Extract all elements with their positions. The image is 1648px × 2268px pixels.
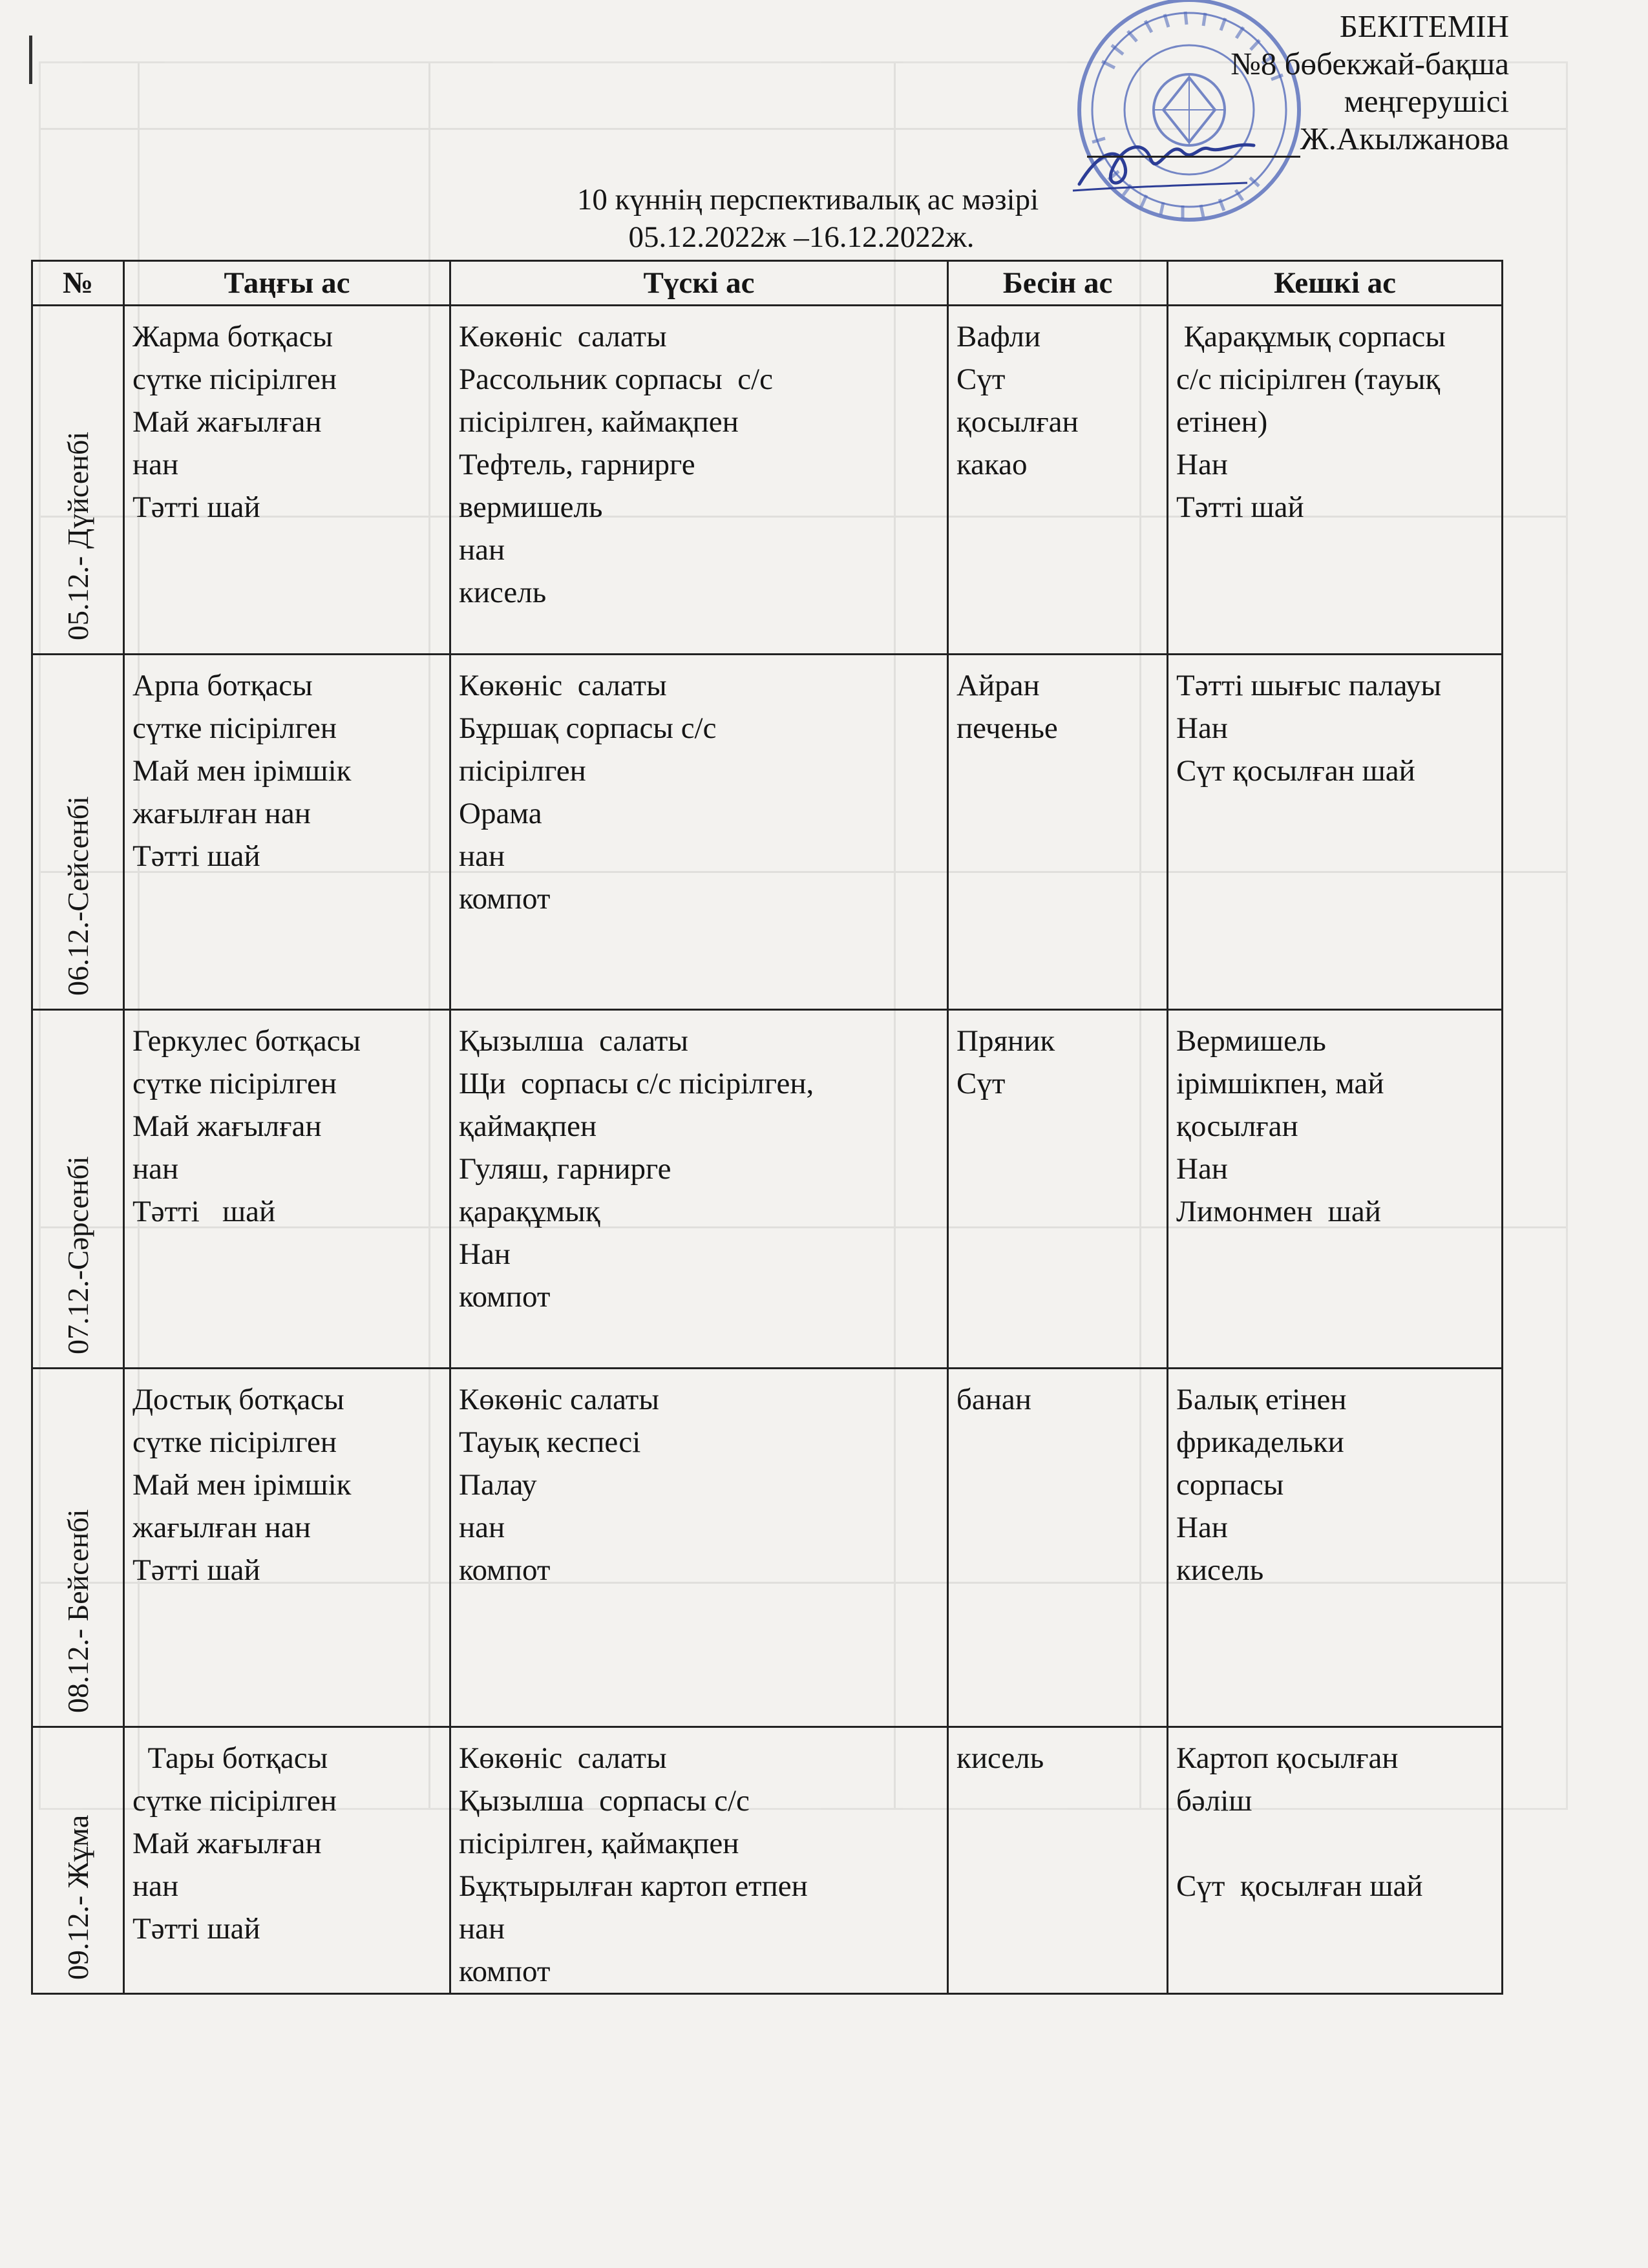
breakfast-item: Жарма ботқасы — [132, 320, 333, 353]
lunch-cell — [450, 306, 948, 655]
day-cell — [32, 1369, 124, 1727]
dinner-item: қосылған — [1176, 1109, 1298, 1143]
breakfast-item: Геркулес ботқасы — [132, 1024, 361, 1058]
dinner-item — [1176, 1822, 1495, 1865]
menu-title-block — [452, 181, 1163, 256]
snack-item: Вафли — [956, 320, 1041, 353]
lunch-item: Гуляш, гарнирге — [459, 1152, 671, 1186]
day-label: 08.12.- Бейсенбі — [61, 1509, 94, 1713]
lunch-item: Қызылша салаты — [459, 1024, 689, 1058]
breakfast-item: сүтке пісірілген — [132, 711, 337, 745]
snack-cell — [948, 1369, 1168, 1727]
approval-signatory — [1057, 120, 1509, 158]
dinner-item: фрикадельки — [1176, 1425, 1344, 1459]
lunch-item: Көкөніс салаты — [459, 1741, 667, 1775]
lunch-item: Щи сорпасы с/с пісірілген, — [459, 1067, 814, 1100]
dinner-cell — [1168, 655, 1503, 1010]
dinner-item: с/с пісірілген (тауық — [1176, 362, 1441, 396]
approval-kindergarten: №8 бөбекжай-бақша — [1231, 46, 1509, 81]
lunch-item: кисель — [459, 576, 547, 609]
header-breakfast: Таңғы ас — [124, 261, 450, 306]
breakfast-item: Май мен ірімшік — [132, 1468, 352, 1502]
table-row — [32, 306, 1503, 655]
lunch-cell — [450, 655, 948, 1010]
day-cell — [32, 306, 124, 655]
margin-mark — [29, 36, 32, 84]
header-snack: Бесін ас — [948, 261, 1168, 306]
breakfast-item: Тәтті шай — [132, 1195, 276, 1228]
day-label: 05.12.- Дүйсенбі — [61, 431, 94, 640]
lunch-item: пісірілген — [459, 754, 586, 788]
dinner-item: Нан — [1176, 448, 1228, 481]
snack-item: Сүт — [956, 362, 1006, 396]
lunch-item: нан — [459, 1912, 505, 1946]
lunch-item: Нан — [459, 1237, 511, 1271]
dinner-item: Балық етінен — [1176, 1383, 1347, 1416]
dinner-cell — [1168, 306, 1503, 655]
snack-item: Пряник — [956, 1024, 1055, 1058]
day-cell — [32, 655, 124, 1010]
lunch-item: компот — [459, 882, 551, 916]
day-cell — [32, 1010, 124, 1369]
lunch-item: нан — [459, 839, 505, 873]
breakfast-item: нан — [132, 448, 179, 481]
lunch-item: Көкөніс салаты — [459, 320, 667, 353]
lunch-item: Палау — [459, 1468, 537, 1502]
snack-item: банан — [956, 1383, 1031, 1416]
day-label: 07.12.-Сәрсенбі — [61, 1156, 94, 1354]
dinner-item: Қарақұмық сорпасы — [1176, 320, 1446, 353]
approval-block — [1057, 8, 1509, 158]
breakfast-item: сүтке пісірілген — [132, 1067, 337, 1100]
dinner-item: ірімшікпен, май — [1176, 1067, 1384, 1100]
header-lunch: Түскі ас — [450, 261, 948, 306]
day-label: 09.12.- Жұма — [61, 1814, 94, 1980]
dinner-item: бәліш — [1176, 1784, 1252, 1818]
dinner-item: сорпасы — [1176, 1468, 1284, 1502]
menu-title: 10 күннің перспективалық ас мәзірі — [576, 183, 1039, 216]
breakfast-item: Тәтті шай — [132, 1553, 260, 1587]
lunch-item: Көкөніс салаты — [459, 1383, 659, 1416]
dinner-item: етінен) — [1176, 405, 1268, 439]
lunch-item: қарақұмық — [459, 1195, 600, 1228]
breakfast-cell — [124, 1369, 450, 1727]
breakfast-item: сүтке пісірілген — [132, 362, 337, 396]
breakfast-item: Тары ботқасы — [132, 1741, 328, 1775]
lunch-item: қаймақпен — [459, 1109, 597, 1143]
breakfast-item: Тәтті шай — [132, 490, 260, 524]
day-cell — [32, 1727, 124, 1994]
lunch-item: компот — [459, 1955, 551, 1988]
lunch-item: Бұқтырылған картоп етпен — [459, 1869, 808, 1903]
approval-name: Ж.Акылжанова — [1300, 121, 1509, 156]
breakfast-item: жағылған нан — [132, 1511, 311, 1544]
menu-table — [31, 260, 1503, 1995]
lunch-cell — [450, 1727, 948, 1994]
lunch-item: Қызылша сорпасы с/с — [459, 1784, 750, 1818]
lunch-item: нан — [459, 1511, 505, 1544]
lunch-item: компот — [459, 1553, 551, 1587]
lunch-item: Бұршақ сорпасы с/с — [459, 711, 717, 745]
breakfast-item: жағылған нан — [132, 797, 311, 830]
breakfast-cell — [124, 1727, 450, 1994]
dinner-cell — [1168, 1010, 1503, 1369]
snack-item: печенье — [956, 711, 1058, 745]
breakfast-item: нан — [132, 1869, 179, 1903]
snack-cell — [948, 1727, 1168, 1994]
lunch-item: пісірілген, каймақпен — [459, 405, 739, 439]
table-header-row — [32, 261, 1503, 306]
table-row — [32, 1727, 1503, 1994]
breakfast-item: Тәтті шай — [132, 1912, 260, 1946]
lunch-item: вермишель — [459, 490, 603, 524]
lunch-item: Тауық кеспесі — [459, 1425, 641, 1459]
table-row — [32, 655, 1503, 1010]
breakfast-item: нан — [132, 1152, 179, 1186]
snack-item: какао — [956, 448, 1028, 481]
day-label: 06.12.-Сейсенбі — [61, 796, 94, 996]
lunch-item: Орама — [459, 797, 542, 830]
breakfast-item: сүтке пісірілген — [132, 1784, 337, 1818]
breakfast-item: Май жағылған — [132, 405, 322, 439]
approval-title: БЕКІТЕМІН — [1339, 8, 1509, 44]
snack-cell — [948, 306, 1168, 655]
signature-line — [1087, 130, 1300, 158]
breakfast-item: Арпа ботқасы — [132, 669, 313, 702]
lunch-item: пісірілген, қаймақпен — [459, 1827, 739, 1860]
breakfast-item: Тәтті шай — [132, 839, 260, 873]
dinner-item: Тәтті шығыс палауы — [1176, 669, 1442, 702]
snack-item: қосылған — [956, 405, 1079, 439]
dinner-item: Нан — [1176, 1511, 1228, 1544]
lunch-item: Тефтель, гарнирге — [459, 448, 695, 481]
dinner-cell — [1168, 1727, 1503, 1994]
lunch-item: Көкөніс салаты — [459, 669, 667, 702]
dinner-item: кисель — [1176, 1553, 1264, 1587]
dinner-item: Лимонмен шай — [1176, 1195, 1381, 1228]
lunch-item: Рассольник сорпасы с/с — [459, 362, 773, 396]
snack-item: Айран — [956, 669, 1040, 702]
approval-position: меңгерушісі — [1344, 83, 1509, 119]
snack-cell — [948, 655, 1168, 1010]
lunch-item: компот — [459, 1280, 551, 1314]
dinner-item: Сүт қосылған шай — [1176, 1869, 1423, 1903]
breakfast-cell — [124, 655, 450, 1010]
breakfast-item: Достық ботқасы — [132, 1383, 344, 1416]
breakfast-item: Май жағылған — [132, 1109, 322, 1143]
snack-item: Сүт — [956, 1067, 1006, 1100]
dinner-item: Нан — [1176, 711, 1228, 745]
dinner-item: Картоп қосылған — [1176, 1741, 1399, 1775]
header-number: № — [32, 261, 124, 306]
menu-period: 05.12.2022ж –16.12.2022ж. — [628, 220, 975, 254]
table-row — [32, 1010, 1503, 1369]
breakfast-cell — [124, 1010, 450, 1369]
table-row — [32, 1369, 1503, 1727]
dinner-item: Тәтті шай — [1176, 490, 1304, 524]
lunch-item: нан — [459, 533, 505, 567]
header-dinner: Кешкі ас — [1168, 261, 1503, 306]
snack-cell — [948, 1010, 1168, 1369]
breakfast-cell — [124, 306, 450, 655]
dinner-item: Сүт қосылған шай — [1176, 754, 1415, 788]
dinner-item: Вермишель — [1176, 1024, 1326, 1058]
lunch-cell — [450, 1010, 948, 1369]
breakfast-item: сүтке пісірілген — [132, 1425, 337, 1459]
breakfast-item: Май мен ірімшік — [132, 754, 352, 788]
lunch-cell — [450, 1369, 948, 1727]
breakfast-item: Май жағылған — [132, 1827, 322, 1860]
dinner-cell — [1168, 1369, 1503, 1727]
snack-item: кисель — [956, 1741, 1044, 1775]
dinner-item: Нан — [1176, 1152, 1228, 1186]
